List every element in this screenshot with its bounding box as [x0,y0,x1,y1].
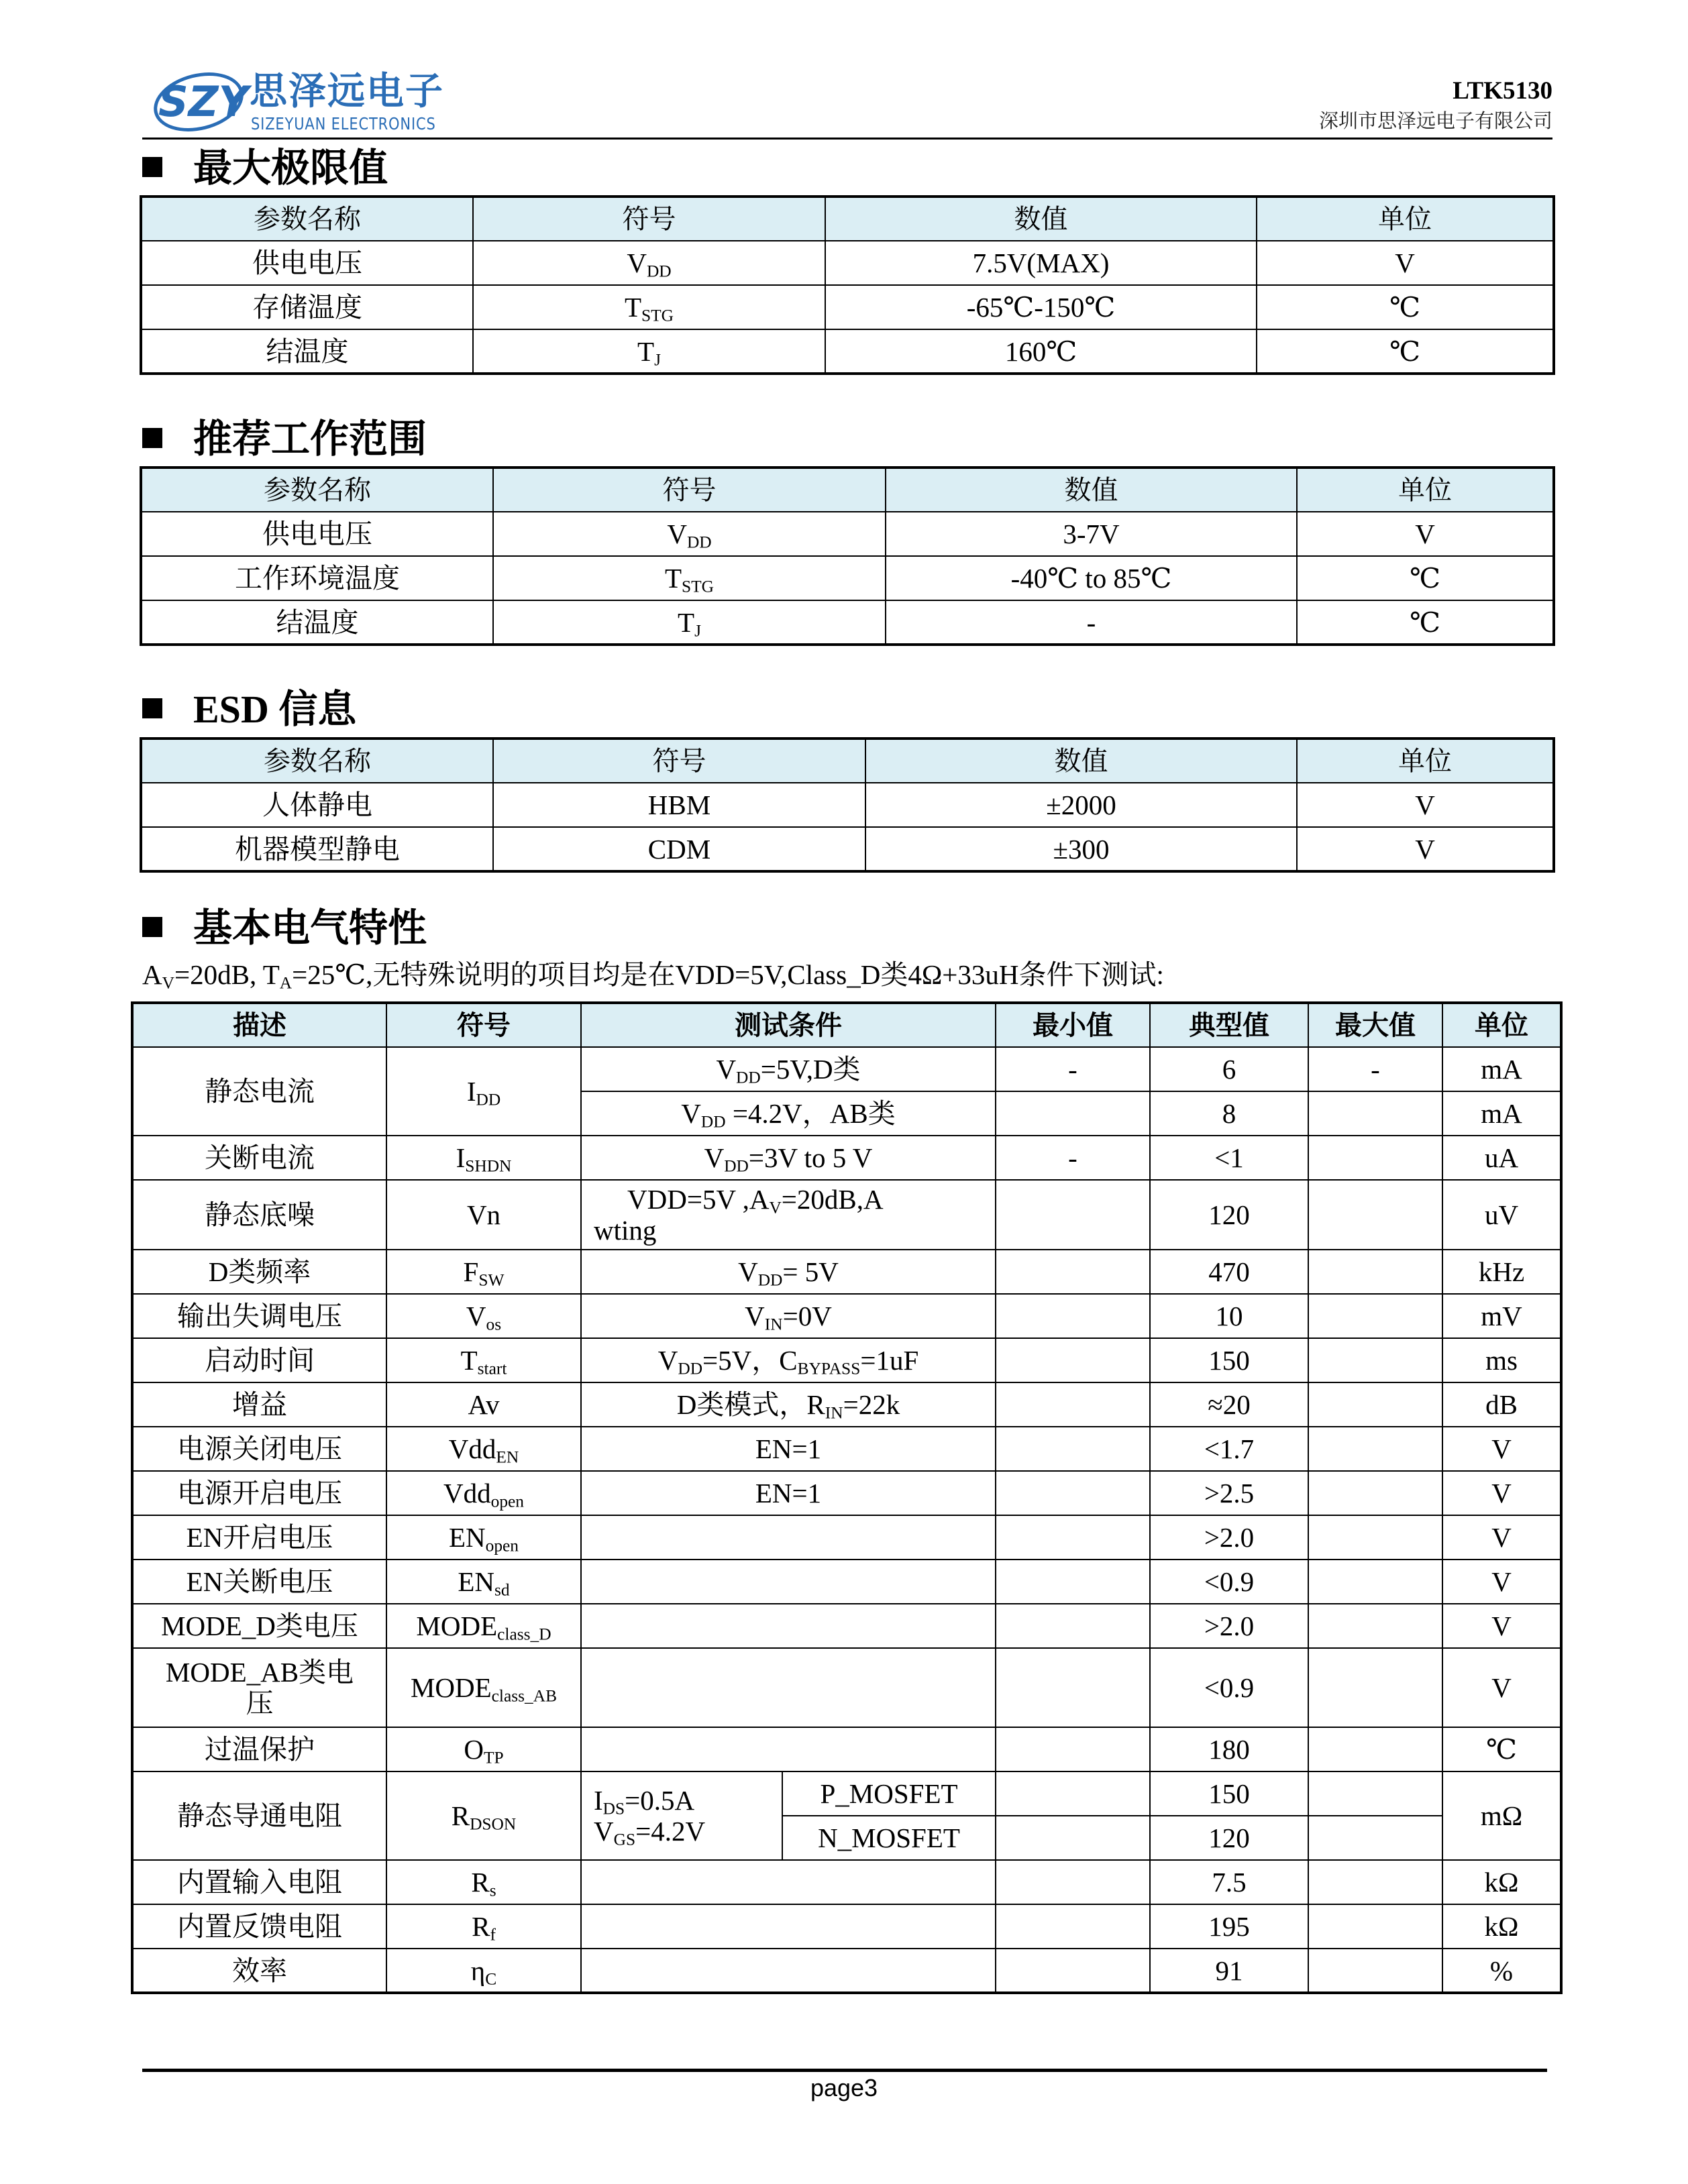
test-condition [581,1560,996,1604]
min-value [996,1338,1150,1382]
param-unit: ℃ [1297,556,1554,600]
table-row [141,600,1554,645]
test-condition [581,1727,996,1771]
param-symbol: $I_{SHDN}$ [386,1136,581,1180]
param-symbol: $T_{STG}$ [493,556,886,600]
param-name: 静态导通电阻 [132,1771,386,1860]
footer-rule [142,2069,1547,2072]
param-symbol: $V_{DD}$ [473,241,825,285]
unit: ℃ [1442,1727,1561,1771]
typ-value: ≈20 [1150,1382,1308,1427]
table-row [132,1180,1561,1250]
param-unit: V [1297,827,1554,871]
typ-value: 8 [1150,1091,1308,1136]
table-row [132,1294,1561,1338]
table-header-row [141,739,1554,783]
min-value [996,1180,1150,1250]
header-cell: 符号 [493,468,886,512]
param-name: 过温保护 [132,1727,386,1771]
table-row [141,285,1554,329]
min-value [996,1727,1150,1771]
min-value [996,1382,1150,1427]
header-cell: 典型值 [1150,1003,1308,1047]
param-name: 结温度 [141,329,473,374]
logo-english-name: SIZEYUAN ELECTRONICS [251,114,436,133]
unit: kΩ [1442,1860,1561,1904]
param-value: -65℃-150℃ [825,285,1257,329]
unit: mV [1442,1294,1561,1338]
header-cell: 数值 [865,739,1297,783]
page-number: page3 [810,2074,878,2101]
max-value [1308,1904,1442,1949]
param-name: 内置反馈电阻 [132,1904,386,1949]
unit: ms [1442,1338,1561,1382]
test-condition: $I_{DS}=0.5A$ $V_{GS}=4.2V$ [581,1771,782,1860]
param-name: 启动时间 [132,1338,386,1382]
min-value [996,1427,1150,1471]
param-symbol: Vdd$_{open}$ [386,1471,581,1515]
param-value: - [886,600,1297,645]
min-value [996,1904,1150,1949]
param-name: MODE_AB类电 压 [132,1648,386,1727]
logo-mark: SZY [158,77,249,126]
max-value [1308,1727,1442,1771]
param-symbol: $T_{STG}$ [473,285,825,329]
table-row [132,1250,1561,1294]
param-symbol: $V_{os}$ [386,1294,581,1338]
unit: uA [1442,1136,1561,1180]
max-value [1308,1294,1442,1338]
typ-value: <1.7 [1150,1427,1308,1471]
min-value: - [996,1047,1150,1091]
max-value [1308,1136,1442,1180]
max-value [1308,1427,1442,1471]
unit: V [1442,1471,1561,1515]
abs-max-table [140,195,1555,375]
header-cell: 单位 [1257,197,1554,241]
header-cell: 描述 [132,1003,386,1047]
section-title-esd: ESD 信息 [142,686,356,734]
param-symbol: Vdd$_{EN}$ [386,1427,581,1471]
table-row [141,783,1554,827]
table-row [132,1047,1561,1091]
unit: V [1442,1648,1561,1727]
table-row [132,1560,1561,1604]
typ-value: 120 [1150,1816,1308,1860]
param-name: 供电电压 [141,512,493,556]
test-condition: $V_{DD}=5V$，$C_{BYPASS}=1uF$ [581,1338,996,1382]
unit: V [1442,1427,1561,1471]
table-row [141,827,1554,871]
header-cell: 符号 [493,739,865,783]
param-name: 静态底噪 [132,1180,386,1250]
min-value [996,1250,1150,1294]
param-symbol: HBM [493,783,865,827]
max-value [1308,1604,1442,1648]
table-row [132,1727,1561,1771]
max-value [1308,1949,1442,1993]
unit: V [1442,1604,1561,1648]
unit: V [1442,1560,1561,1604]
param-name: 增益 [132,1382,386,1427]
param-value: 7.5V(MAX) [825,241,1257,285]
unit: kHz [1442,1250,1561,1294]
header-rule [142,138,1552,140]
header-cell: 数值 [825,197,1257,241]
min-value [996,1294,1150,1338]
typ-value: 120 [1150,1180,1308,1250]
param-name: 机器模型静电 [141,827,493,871]
header-cell: 符号 [386,1003,581,1047]
table-row [141,556,1554,600]
param-value: ±2000 [865,783,1297,827]
param-symbol: $I_{DD}$ [386,1047,581,1136]
header-cell: 单位 [1297,468,1554,512]
typ-value: 7.5 [1150,1860,1308,1904]
table-row [141,329,1554,374]
param-name: 输出失调电压 [132,1294,386,1338]
param-symbol: $MODE_{class\_D}$ [386,1604,581,1648]
typ-value: 91 [1150,1949,1308,1993]
typ-value: 6 [1150,1047,1308,1091]
param-unit: ℃ [1257,285,1554,329]
param-symbol: $O_{TP}$ [386,1727,581,1771]
min-value [996,1604,1150,1648]
section-title-electrical: 基本电气特性 [142,904,427,952]
test-condition: $V_{DD}=5V,D$类 [581,1047,996,1091]
min-value [996,1860,1150,1904]
table-row [141,512,1554,556]
param-name: 电源开启电压 [132,1471,386,1515]
min-value [996,1091,1150,1136]
header-cell: 数值 [886,468,1297,512]
max-value [1308,1515,1442,1560]
header-cell: 单位 [1442,1003,1561,1047]
table-row [132,1604,1561,1648]
param-name: 静态电流 [132,1047,386,1136]
header-cell: 参数名称 [141,739,493,783]
unit: mA [1442,1047,1561,1091]
typ-value: >2.5 [1150,1471,1308,1515]
header-cell: 参数名称 [141,468,493,512]
table-row [132,1515,1561,1560]
test-condition [581,1604,996,1648]
min-value [996,1648,1150,1727]
unit: uV [1442,1180,1561,1250]
param-value: 160℃ [825,329,1257,374]
param-name: EN关断电压 [132,1560,386,1604]
param-value: -40℃ to 85℃ [886,556,1297,600]
header-cell: 测试条件 [581,1003,996,1047]
test-condition: $V_{DD}=3V$ to 5 V [581,1136,996,1180]
max-value [1308,1091,1442,1136]
table-header-row [141,468,1554,512]
min-value [996,1471,1150,1515]
min-value [996,1949,1150,1993]
table-row [132,1382,1561,1427]
square-bullet-icon [142,917,162,937]
mosfet-type-label: N_MOSFET [782,1816,996,1860]
max-value [1308,1382,1442,1427]
test-condition: EN=1 [581,1427,996,1471]
param-value: 3-7V [886,512,1297,556]
electrical-table [131,1001,1563,1994]
company-name: 深圳市思泽远电子有限公司 [1318,111,1552,132]
min-value [996,1816,1150,1860]
header-cell: 单位 [1297,739,1554,783]
param-symbol: $F_{SW}$ [386,1250,581,1294]
test-condition [581,1860,996,1904]
table-row [132,1949,1561,1993]
param-name: EN开启电压 [132,1515,386,1560]
table-row [132,1860,1561,1904]
typ-value: 470 [1150,1250,1308,1294]
table-header-row [141,197,1554,241]
typ-value: 10 [1150,1294,1308,1338]
max-value [1308,1816,1442,1860]
test-condition [581,1648,996,1727]
header-cell: 最大值 [1308,1003,1442,1047]
param-name: 效率 [132,1949,386,1993]
table-row [132,1338,1561,1382]
test-condition [581,1515,996,1560]
max-value [1308,1860,1442,1904]
param-symbol: $EN_{sd}$ [386,1560,581,1604]
param-symbol: $R_s$ [386,1860,581,1904]
param-symbol: $V_{DD}$ [493,512,886,556]
header-cell: 最小值 [996,1003,1150,1047]
unit: mA [1442,1091,1561,1136]
typ-value: 195 [1150,1904,1308,1949]
param-name: 结温度 [141,600,493,645]
param-symbol: CDM [493,827,865,871]
logo-chinese-name: 思泽远电子 [250,70,444,113]
typ-value: 150 [1150,1338,1308,1382]
table-row [141,241,1554,285]
unit: % [1442,1949,1561,1993]
max-value [1308,1648,1442,1727]
table-row [132,1648,1561,1727]
param-name: 内置输入电阻 [132,1860,386,1904]
square-bullet-icon [142,157,162,177]
section-title-abs-max: 最大极限值 [142,144,388,193]
min-value: - [996,1136,1150,1180]
max-value [1308,1338,1442,1382]
param-unit: V [1297,783,1554,827]
test-condition [581,1904,996,1949]
param-name: MODE_D类电压 [132,1604,386,1648]
param-symbol: $T_{start}$ [386,1338,581,1382]
unit: mΩ [1442,1771,1561,1860]
param-unit: V [1297,512,1554,556]
header-cell: 参数名称 [141,197,473,241]
header-cell: 符号 [473,197,825,241]
param-name: 供电电压 [141,241,473,285]
unit: V [1442,1515,1561,1560]
param-name: 工作环境温度 [141,556,493,600]
param-name: 电源关闭电压 [132,1427,386,1471]
param-symbol: $T_J$ [473,329,825,374]
param-symbol: $T_J$ [493,600,886,645]
table-row [132,1904,1561,1949]
typ-value: >2.0 [1150,1604,1308,1648]
test-condition [581,1949,996,1993]
typ-value: <1 [1150,1136,1308,1180]
typ-value: <0.9 [1150,1560,1308,1604]
section-title-recommended: 推荐工作范围 [142,415,427,463]
table-row [132,1471,1561,1515]
param-symbol: Vn [386,1180,581,1250]
param-name: 人体静电 [141,783,493,827]
table-row [132,1427,1561,1471]
mosfet-type-label: P_MOSFET [782,1771,996,1816]
max-value [1308,1560,1442,1604]
param-symbol: $R_{DSON}$ [386,1771,581,1860]
param-unit: ℃ [1257,329,1554,374]
min-value [996,1560,1150,1604]
param-name: 存储温度 [141,285,473,329]
test-condition: VDD=5V $,A_V=20dB,A$ wting [581,1180,996,1250]
max-value [1308,1471,1442,1515]
document-code: LTK5130 [1453,77,1552,105]
test-condition: $V_{DD} =4.2V$，AB类 [581,1091,996,1136]
test-condition: EN=1 [581,1471,996,1515]
recommended-table [140,466,1555,646]
test-condition: $V_{DD}= 5V$ [581,1250,996,1294]
square-bullet-icon [142,428,162,448]
param-unit: ℃ [1297,600,1554,645]
table-header-row [132,1003,1561,1047]
param-unit: V [1257,241,1554,285]
unit: dB [1442,1382,1561,1427]
param-symbol: Av [386,1382,581,1427]
param-name: D类频率 [132,1250,386,1294]
param-value: ±300 [865,827,1297,871]
max-value [1308,1771,1442,1816]
esd-table [140,737,1555,873]
param-symbol: $EN_{open}$ [386,1515,581,1560]
min-value [996,1771,1150,1816]
table-row [132,1136,1561,1180]
max-value [1308,1250,1442,1294]
min-value [996,1515,1150,1560]
typ-value: 180 [1150,1727,1308,1771]
param-name: 关断电流 [132,1136,386,1180]
test-condition: $V_{IN}=0V$ [581,1294,996,1338]
typ-value: 150 [1150,1771,1308,1816]
param-symbol: $R_f$ [386,1904,581,1949]
square-bullet-icon [142,698,162,718]
typ-value: >2.0 [1150,1515,1308,1560]
max-value [1308,1180,1442,1250]
typ-value: <0.9 [1150,1648,1308,1727]
table-row [132,1771,1561,1816]
test-condition-note: $A_V=20dB$, $T_A=25℃$,无特殊说明的项目均是在VDD=5V,Class_D类4Ω+33uH条件下测试: [142,959,1164,993]
test-condition: D类模式，$R_{IN}=22k$ [581,1382,996,1427]
param-symbol: $MODE_{class\_AB}$ [386,1648,581,1727]
unit: kΩ [1442,1904,1561,1949]
max-value: - [1308,1047,1442,1091]
param-symbol: $\eta_C$ [386,1949,581,1993]
